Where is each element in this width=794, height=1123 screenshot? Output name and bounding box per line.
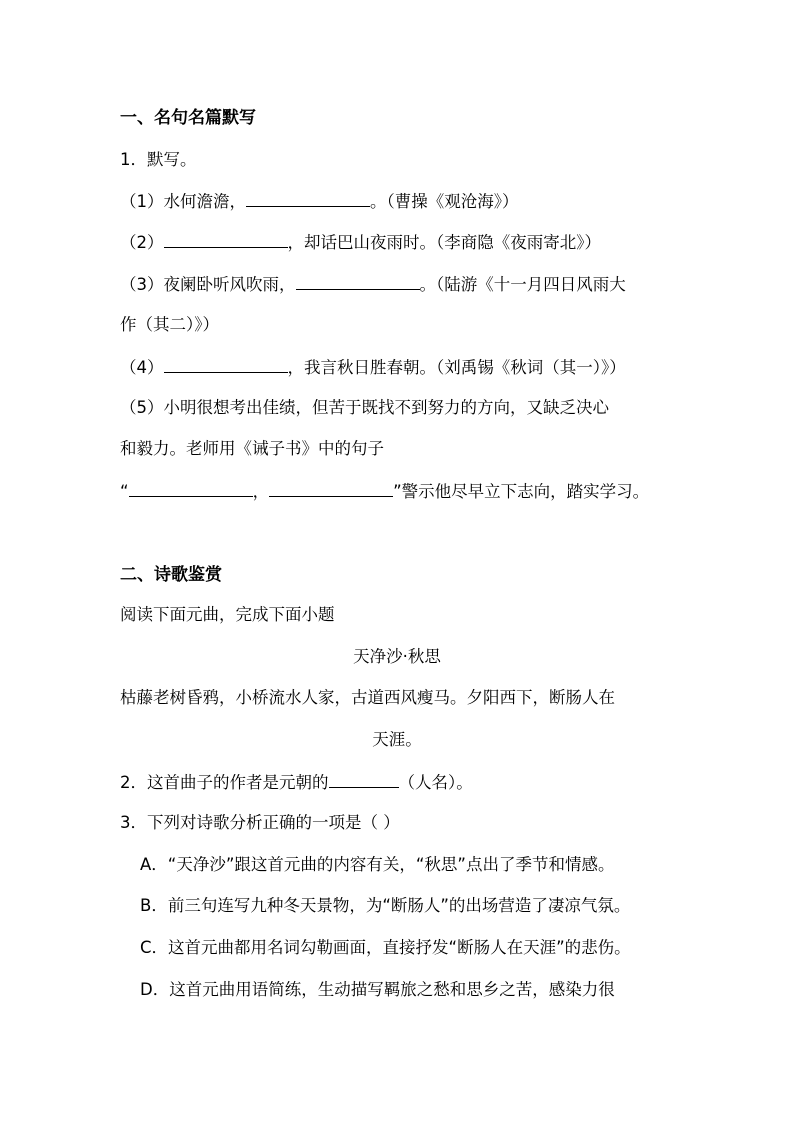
- question-3-stem: 3．下列对诗歌分析正确的一项是（ ）: [120, 813, 400, 832]
- item-3-prefix: （3）夜阑卧听风吹雨，: [120, 275, 296, 294]
- question-2: [120, 770, 680, 795]
- option-c[interactable]: C．这首元曲都用名词勾勒画面，直接抒发“断肠人在天涯”的悲伤。: [140, 938, 631, 957]
- comma: ，: [252, 482, 270, 501]
- answer-blank-5b[interactable]: [269, 479, 393, 497]
- section-title-recitation: 一、名句名篇默写: [120, 108, 256, 128]
- reading-intro: 阅读下面元曲，完成下面小题: [120, 605, 335, 624]
- question-1-item-5-line-1: （5）小明很想考出佳绩，但苦于既找不到努力的方向，又缺乏决心: [120, 398, 609, 417]
- question-1-item-5-line-2: 和毅力。老师用《诫子书》中的句子: [120, 439, 384, 458]
- option-d[interactable]: D．这首元曲用语简练，生动描写羁旅之愁和思乡之苦，感染力很: [140, 980, 615, 999]
- question-1-item-2: [120, 230, 680, 255]
- answer-blank-1[interactable]: [246, 189, 370, 207]
- option-a[interactable]: A．“天净沙”跟这首元曲的内容有关，“秋思”点出了季节和情感。: [140, 855, 615, 874]
- item-4-suffix: ，我言秋日胜春朝。（刘禹锡《秋词（其一）》）: [287, 358, 626, 377]
- item-1-suffix: 。（曹操《观沧海》）: [370, 192, 519, 211]
- item-2-prefix: （2）: [120, 233, 164, 252]
- item-4-prefix: （4）: [120, 358, 164, 377]
- question-1-item-1: [120, 189, 680, 214]
- item-5-tail: ”警示他尽早立下志向，踏实学习。: [393, 482, 650, 501]
- item-2-suffix: ，却话巴山夜雨时。（李商隐《夜雨寄北》）: [287, 233, 601, 252]
- question-1-item-3: [120, 272, 680, 297]
- item-3-suffix: 。（陆游《十一月四日风雨大: [419, 275, 626, 294]
- question-2-prefix: 2．这首曲子的作者是元朝的: [120, 773, 329, 792]
- question-1-item-4: [120, 355, 680, 380]
- answer-blank-3[interactable]: [296, 272, 420, 290]
- answer-blank-2[interactable]: [164, 230, 288, 248]
- poem-line-1: 枯藤老树昏鸦，小桥流水人家，古道西风瘦马。夕阳西下，断肠人在: [120, 688, 615, 707]
- poem-line-2: 天涯。: [372, 730, 422, 749]
- item-3-continuation: 作（其二）》）: [120, 315, 219, 334]
- option-b[interactable]: B．前三句连写九种冬天景物，为“断肠人”的出场营造了凄凉气氛。: [140, 896, 631, 915]
- section-title-poetry: 二、诗歌鉴赏: [120, 565, 222, 585]
- question-1-stem: 1．默写。: [120, 150, 197, 169]
- item-1-prefix: （1）水何澹澹，: [120, 192, 246, 211]
- open-quote: “: [120, 482, 129, 501]
- question-2-suffix: （人名）。: [398, 773, 473, 792]
- answer-blank-q2[interactable]: [329, 770, 399, 788]
- question-1-item-5-line-3: [120, 479, 680, 504]
- answer-blank-5a[interactable]: [129, 479, 253, 497]
- poem-title: 天净沙·秋思: [353, 647, 441, 666]
- answer-blank-4[interactable]: [164, 355, 288, 373]
